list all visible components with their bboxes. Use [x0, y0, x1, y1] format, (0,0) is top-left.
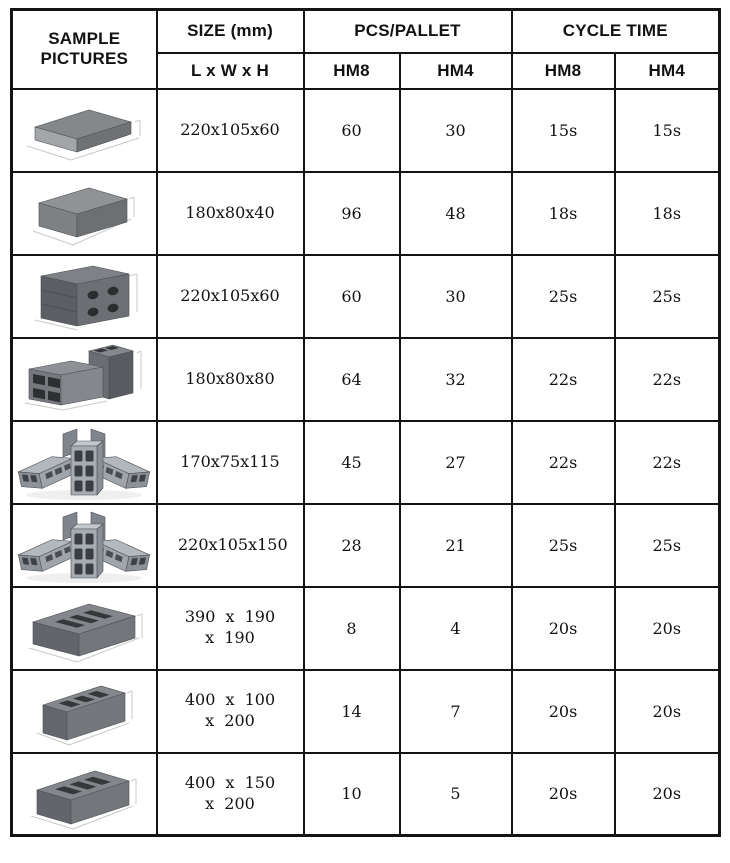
- table-row: [12, 753, 720, 836]
- size-cell: [157, 753, 304, 836]
- table-row: [12, 338, 720, 421]
- size-value: 220x105x60: [180, 285, 280, 305]
- pcs-hm8-cell: 60: [304, 89, 400, 172]
- size-cell: [157, 421, 304, 504]
- size-cell: [157, 172, 304, 255]
- table-row: [12, 89, 720, 172]
- sample-picture-cell: [12, 670, 157, 753]
- perforated-brick-stack-image: [17, 256, 151, 336]
- cycle-hm4-cell: 22s: [615, 338, 720, 421]
- size-cell: [157, 255, 304, 338]
- hollow-block-group-fan-image: [17, 505, 151, 585]
- cycle-hm4-cell: 20s: [615, 670, 720, 753]
- header-lwh: L x W x H: [157, 53, 304, 89]
- sample-picture-cell: [12, 255, 157, 338]
- size-value: 220x105x150: [178, 534, 288, 554]
- table-row: [12, 172, 720, 255]
- cycle-hm8-cell: 22s: [512, 421, 615, 504]
- cycle-hm8-cell: 20s: [512, 670, 615, 753]
- sample-picture-cell: [12, 504, 157, 587]
- table-row: [12, 670, 720, 753]
- sample-picture-cell: [12, 89, 157, 172]
- cycle-hm4-cell: 20s: [615, 753, 720, 836]
- hollow-block-narrow-image: [17, 671, 151, 751]
- cycle-hm8-cell: 20s: [512, 587, 615, 670]
- size-value: 180x80x80: [185, 368, 275, 388]
- cycle-hm4-cell: 20s: [615, 587, 720, 670]
- pcs-hm4-cell: 21: [400, 504, 512, 587]
- pcs-hm4-cell: 4: [400, 587, 512, 670]
- pcs-hm8-cell: 10: [304, 753, 400, 836]
- size-value: 170x75x115: [180, 451, 280, 471]
- cycle-hm8-cell: 22s: [512, 338, 615, 421]
- header-cycle-hm8: HM8: [512, 53, 615, 89]
- table-row: [12, 587, 720, 670]
- sample-picture-cell: [12, 172, 157, 255]
- pcs-hm4-cell: 7: [400, 670, 512, 753]
- pcs-hm4-cell: 48: [400, 172, 512, 255]
- size-value: 400 x 100 x 200: [184, 690, 276, 730]
- cycle-hm4-cell: 18s: [615, 172, 720, 255]
- cycle-hm4-cell: 25s: [615, 255, 720, 338]
- size-cell: [157, 587, 304, 670]
- sample-picture-cell: [12, 753, 157, 836]
- solid-brick-tall-image: [17, 173, 151, 253]
- size-value: 180x80x40: [185, 202, 275, 222]
- hollow-block-group-fan-image: [17, 422, 151, 502]
- cycle-hm4-cell: 22s: [615, 421, 720, 504]
- size-cell: [157, 670, 304, 753]
- cycle-hm8-cell: 20s: [512, 753, 615, 836]
- cycle-hm4-cell: 15s: [615, 89, 720, 172]
- size-cell: [157, 89, 304, 172]
- block-spec-table: [10, 8, 721, 837]
- sample-picture-cell: [12, 421, 157, 504]
- pcs-hm8-cell: 14: [304, 670, 400, 753]
- cycle-hm8-cell: 15s: [512, 89, 615, 172]
- header-cycle-time: CYCLE TIME: [512, 10, 720, 53]
- header-cycle-hm4: HM4: [615, 53, 720, 89]
- size-cell: [157, 338, 304, 421]
- cycle-hm8-cell: 18s: [512, 172, 615, 255]
- table-row: [12, 255, 720, 338]
- pcs-hm8-cell: 60: [304, 255, 400, 338]
- pcs-hm4-cell: 32: [400, 338, 512, 421]
- hollow-block-wide-image: [17, 588, 151, 668]
- pcs-hm8-cell: 45: [304, 421, 400, 504]
- pcs-hm8-cell: 64: [304, 338, 400, 421]
- size-cell: [157, 504, 304, 587]
- size-value: 220x105x60: [180, 119, 280, 139]
- solid-brick-flat-image: [17, 90, 151, 170]
- pcs-hm4-cell: 27: [400, 421, 512, 504]
- pcs-hm8-cell: 96: [304, 172, 400, 255]
- header-size-mm: SIZE (mm): [157, 10, 304, 53]
- header-pcs-pallet: PCS/PALLET: [304, 10, 512, 53]
- cycle-hm8-cell: 25s: [512, 504, 615, 587]
- header-sample-pictures: SAMPLE PICTURES: [12, 10, 157, 89]
- header-pcs-hm4: HM4: [400, 53, 512, 89]
- cycle-hm4-cell: 25s: [615, 504, 720, 587]
- hollow-block-medium-image: [17, 754, 151, 834]
- sample-picture-cell: [12, 587, 157, 670]
- pcs-hm4-cell: 30: [400, 255, 512, 338]
- pcs-hm4-cell: 5: [400, 753, 512, 836]
- cycle-hm8-cell: 25s: [512, 255, 615, 338]
- size-value: 390 x 190 x 190: [184, 607, 276, 647]
- pcs-hm8-cell: 28: [304, 504, 400, 587]
- sample-picture-cell: [12, 338, 157, 421]
- table-row: [12, 504, 720, 587]
- four-hole-hollow-blocks-image: [17, 339, 151, 419]
- pcs-hm8-cell: 8: [304, 587, 400, 670]
- size-value: 400 x 150 x 200: [184, 772, 276, 813]
- pcs-hm4-cell: 30: [400, 89, 512, 172]
- table-row: [12, 421, 720, 504]
- header-pcs-hm8: HM8: [304, 53, 400, 89]
